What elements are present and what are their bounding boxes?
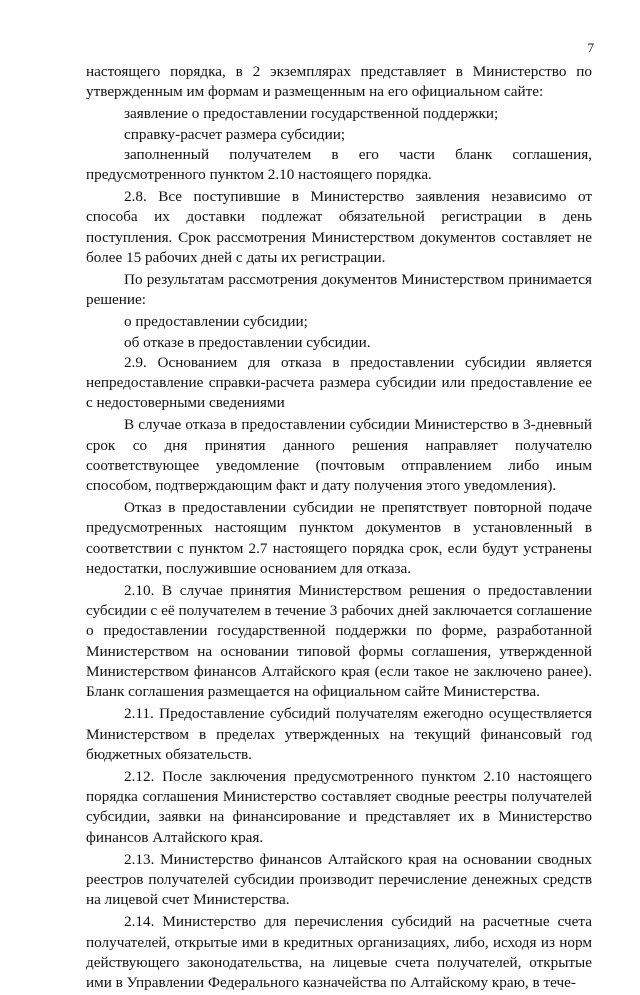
page-number: 7 xyxy=(587,40,594,55)
paragraph-2-12: 2.12. После заключения предусмотренного пунктом 2.10 настоящего порядка соглашения Министерство составляет сводные реестры получателей субсидии, заявки на финансирование и представляет их в Министерство финансов Алтайского края. xyxy=(86,767,592,846)
paragraph-2-10: 2.10. В случае принятия Министерством решения о предоставлении субсидии с её получателем в течение 3 рабочих дней заключается соглашение о предоставлении государственной поддержки по форме, разработанной Министерством на основании типовой формы соглашения, утвержденной Министерством финансов Алтайского края (если такое не заключено ранее). Бланк соглашения размещается на официальном сайте Министерства. xyxy=(86,582,592,701)
paragraph-2-13: 2.13. Министерство финансов Алтайского края на основании сводных реестров получателей субсидии производит перечисление денежных средств на лицевой счет Министерства. xyxy=(86,850,592,909)
document-body xyxy=(86,62,592,995)
paragraph-2-8: 2.8. Все поступившие в Министерство заявления независимо от способа их доставки подлежат обязательной регистрации в день поступления. Срок рассмотрения Министерством документов составляет не более 15 рабочих дней с даты их регистрации. xyxy=(86,188,592,266)
paragraph-2-11: 2.11. Предоставление субсидий получателям ежегодно осуществляется Министерством в пределах утвержденных на текущий финансовый год бюджетных обязательств. xyxy=(86,705,592,763)
paragraph: По результатам рассмотрения документов Министерством принимается решение: xyxy=(86,271,592,309)
paragraph-2-14: 2.14. Министерство для перечисления субсидий на расчетные счета получателей, открытые ими в кредитных организациях, либо, исходя из норм действующего законодательства, на лицевые счета получателей, открытые ими в Управлении Федерального казначейства по Алтайскому краю, в тече- xyxy=(86,913,592,991)
list-item: об отказе в предоставлении субсидии. xyxy=(124,333,371,351)
paragraph: В случае отказа в предоставлении субсидии Министерство в 3-дневный срок со дня принятия данного решения направляет получателю соответствующее уведомление (почтовым отправлением либо иным способом, подтверждающим факт и дату получения этого уведомления). xyxy=(86,416,592,495)
list-item: справку-расчет размера субсидии; xyxy=(124,125,346,143)
list-item: заявление о предоставлении государственной поддержки; xyxy=(124,105,499,123)
paragraph: заполненный получателем в его части бланк соглашения, предусмотренного пунктом 2.10 настоящего порядка. xyxy=(86,145,592,184)
paragraph-2-9: 2.9. Основанием для отказа в предоставлении субсидии является непредоставление справки-расчета размера субсидии или предоставление ее с недостоверными сведениями xyxy=(86,353,592,412)
paragraph: Отказ в предоставлении субсидии не препятствует повторной подаче предусмотренных настоящим пунктом документов в установленный в соответствии с пунктом 2.7 настоящего порядка срок, если будут устранены недостатки, послужившие основанием для отказа. xyxy=(86,499,592,577)
paragraph-intro: настоящего порядка, в 2 экземплярах представляет в Министерство по утвержденным им формам и размещенным на его официальном сайте: xyxy=(86,63,592,101)
list-item: о предоставлении субсидии; xyxy=(124,313,308,331)
